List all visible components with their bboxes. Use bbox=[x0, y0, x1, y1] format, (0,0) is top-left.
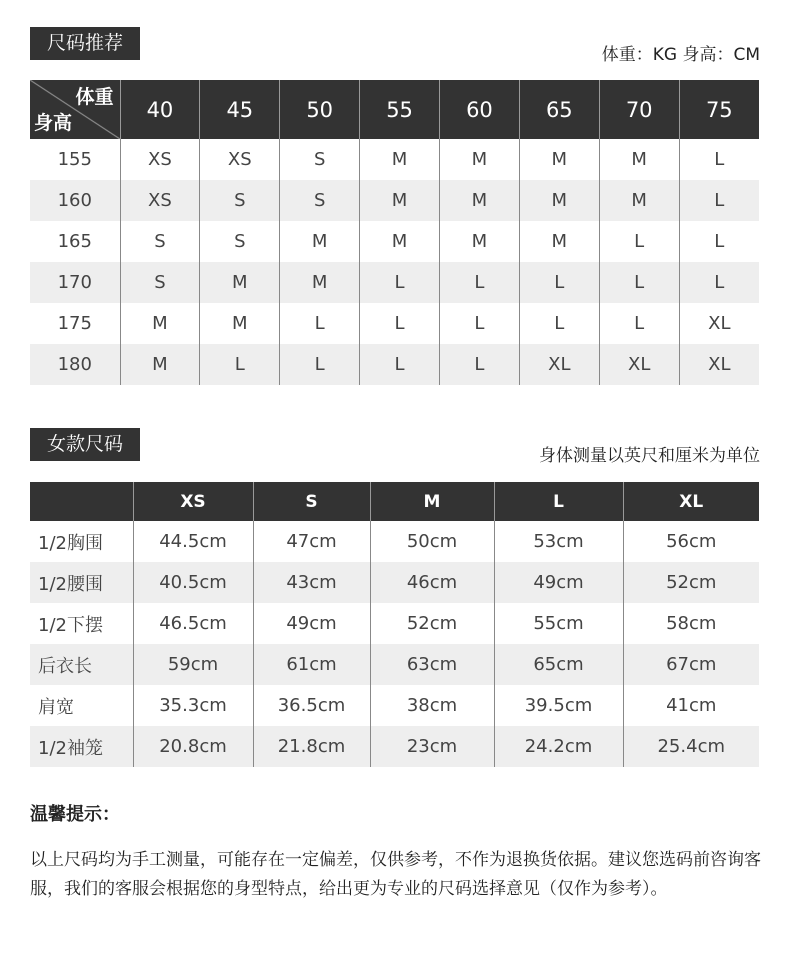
size-cell: XL bbox=[599, 344, 679, 385]
size-cell: M bbox=[360, 139, 440, 180]
table-row bbox=[30, 221, 759, 262]
size-header: XL bbox=[623, 482, 759, 521]
measure-cell: 23cm bbox=[370, 726, 494, 767]
size-header: XS bbox=[133, 482, 253, 521]
measure-cell: 52cm bbox=[370, 603, 494, 644]
size-cell: L bbox=[679, 180, 759, 221]
size-cell: M bbox=[440, 139, 520, 180]
measure-cell: 24.2cm bbox=[494, 726, 623, 767]
size-cell: M bbox=[200, 262, 280, 303]
height-cell: 170 bbox=[30, 262, 120, 303]
measure-cell: 67cm bbox=[623, 644, 759, 685]
weight-header: 60 bbox=[440, 80, 520, 139]
size-header bbox=[30, 482, 133, 521]
measure-cell: 49cm bbox=[253, 603, 370, 644]
size-cell: M bbox=[519, 180, 599, 221]
measure-cell: 55cm bbox=[494, 603, 623, 644]
size-cell: XS bbox=[200, 139, 280, 180]
size-cell: L bbox=[280, 344, 360, 385]
size-header: M bbox=[370, 482, 494, 521]
size-cell: XL bbox=[679, 344, 759, 385]
size-cell: L bbox=[679, 262, 759, 303]
size-cell: L bbox=[679, 221, 759, 262]
weight-header: 50 bbox=[280, 80, 360, 139]
weight-header: 70 bbox=[599, 80, 679, 139]
measure-cell: 56cm bbox=[623, 521, 759, 562]
measure-cell: 63cm bbox=[370, 644, 494, 685]
size-header: S bbox=[253, 482, 370, 521]
tips-title: 温馨提示： bbox=[30, 804, 120, 825]
size-cell: M bbox=[280, 221, 360, 262]
measure-cell: 41cm bbox=[623, 685, 759, 726]
measure-cell: 43cm bbox=[253, 562, 370, 603]
size-cell: L bbox=[440, 303, 520, 344]
size-cell: M bbox=[360, 180, 440, 221]
height-label: 身高 bbox=[34, 112, 73, 134]
table-row bbox=[30, 139, 759, 180]
measure-cell: 40.5cm bbox=[133, 562, 253, 603]
women-size-table bbox=[30, 482, 759, 767]
weight-label: 体重 bbox=[75, 86, 114, 108]
size-cell: L bbox=[599, 221, 679, 262]
size-cell: L bbox=[360, 303, 440, 344]
weight-header: 65 bbox=[519, 80, 599, 139]
size-cell: M bbox=[440, 180, 520, 221]
corner-header bbox=[30, 80, 120, 139]
size-cell: S bbox=[280, 139, 360, 180]
size-cell: S bbox=[200, 180, 280, 221]
height-cell: 180 bbox=[30, 344, 120, 385]
height-cell: 175 bbox=[57, 313, 92, 334]
women-size-title: 女款尺码 bbox=[30, 428, 140, 461]
measure-cell: 20.8cm bbox=[133, 726, 253, 767]
size-cell: M bbox=[599, 139, 679, 180]
size-cell: M bbox=[280, 262, 360, 303]
size-cell: L bbox=[360, 344, 440, 385]
measure-cell: 39.5cm bbox=[494, 685, 623, 726]
size-cell: L bbox=[519, 303, 599, 344]
measure-cell: 49cm bbox=[494, 562, 623, 603]
size-cell: L bbox=[440, 262, 520, 303]
size-cell: XS bbox=[120, 139, 200, 180]
size-cell: L bbox=[679, 139, 759, 180]
height-cell: 165 bbox=[57, 231, 92, 252]
size-cell: L bbox=[599, 262, 679, 303]
table-row bbox=[30, 562, 759, 603]
measure-cell: 52cm bbox=[623, 562, 759, 603]
weight-header: 45 bbox=[200, 80, 280, 139]
size-cell: M bbox=[519, 139, 599, 180]
size-cell: S bbox=[280, 180, 360, 221]
height-cell: 160 bbox=[30, 180, 120, 221]
size-recommendation-title: 尺码推荐 bbox=[30, 27, 140, 60]
size-cell: XL bbox=[519, 344, 599, 385]
measure-cell: 46cm bbox=[370, 562, 494, 603]
measure-cell: 38cm bbox=[370, 685, 494, 726]
size-cell: M bbox=[440, 221, 520, 262]
height-cell: 155 bbox=[57, 149, 92, 170]
size-cell: L bbox=[360, 262, 440, 303]
measure-cell: 44.5cm bbox=[133, 521, 253, 562]
table-row bbox=[30, 344, 759, 385]
size-cell: M bbox=[599, 180, 679, 221]
unit-note: 体重：KG 身高：CM bbox=[601, 45, 760, 65]
size-cell: M bbox=[120, 303, 200, 344]
table-row bbox=[30, 180, 759, 221]
size-recommendation-table bbox=[30, 80, 759, 385]
size-cell: M bbox=[120, 344, 200, 385]
measure-cell: 46.5cm bbox=[133, 603, 253, 644]
measure-label: 1/2袖笼 bbox=[30, 726, 133, 767]
table-row bbox=[30, 303, 759, 344]
size-cell: L bbox=[440, 344, 520, 385]
size-cell: S bbox=[200, 221, 280, 262]
size-cell: L bbox=[599, 303, 679, 344]
measure-label: 1/2下摆 bbox=[38, 614, 103, 636]
measure-label: 后衣长 bbox=[30, 644, 133, 685]
size-cell: L bbox=[519, 262, 599, 303]
table-row bbox=[30, 603, 759, 644]
measure-cell: 53cm bbox=[494, 521, 623, 562]
weight-header: 75 bbox=[679, 80, 759, 139]
measure-cell: 59cm bbox=[133, 644, 253, 685]
table-row bbox=[30, 262, 759, 303]
measure-note: 身体测量以英尺和厘米为单位 bbox=[539, 446, 760, 466]
measure-cell: 21.8cm bbox=[253, 726, 370, 767]
measure-cell: 25.4cm bbox=[623, 726, 759, 767]
measure-cell: 58cm bbox=[623, 603, 759, 644]
size-cell: XL bbox=[679, 303, 759, 344]
table-row bbox=[30, 726, 759, 767]
measure-cell: 65cm bbox=[494, 644, 623, 685]
measure-cell: 61cm bbox=[253, 644, 370, 685]
measure-label: 肩宽 bbox=[38, 696, 74, 718]
size-cell: L bbox=[200, 344, 280, 385]
weight-header: 55 bbox=[360, 80, 440, 139]
tips-text: 以上尺码均为手工测量，可能存在一定偏差，仅供参考，不作为退换货依据。建议您选码前咨询客服，我们的客服会根据您的身型特点，给出更为专业的尺码选择意见（仅作为参考）。 bbox=[30, 850, 761, 899]
measure-label: 1/2胸围 bbox=[38, 532, 103, 554]
size-cell: S bbox=[120, 221, 200, 262]
table-row bbox=[30, 685, 759, 726]
table-row bbox=[30, 644, 759, 685]
measure-cell: 36.5cm bbox=[253, 685, 370, 726]
table-row bbox=[30, 521, 759, 562]
size-cell: M bbox=[519, 221, 599, 262]
size-cell: M bbox=[360, 221, 440, 262]
size-cell: XS bbox=[120, 180, 200, 221]
measure-cell: 47cm bbox=[253, 521, 370, 562]
size-cell: S bbox=[120, 262, 200, 303]
size-cell: M bbox=[200, 303, 280, 344]
measure-label: 1/2腰围 bbox=[30, 562, 133, 603]
size-cell: L bbox=[280, 303, 360, 344]
size-header: L bbox=[494, 482, 623, 521]
measure-cell: 35.3cm bbox=[133, 685, 253, 726]
measure-cell: 50cm bbox=[370, 521, 494, 562]
weight-header: 40 bbox=[120, 80, 200, 139]
